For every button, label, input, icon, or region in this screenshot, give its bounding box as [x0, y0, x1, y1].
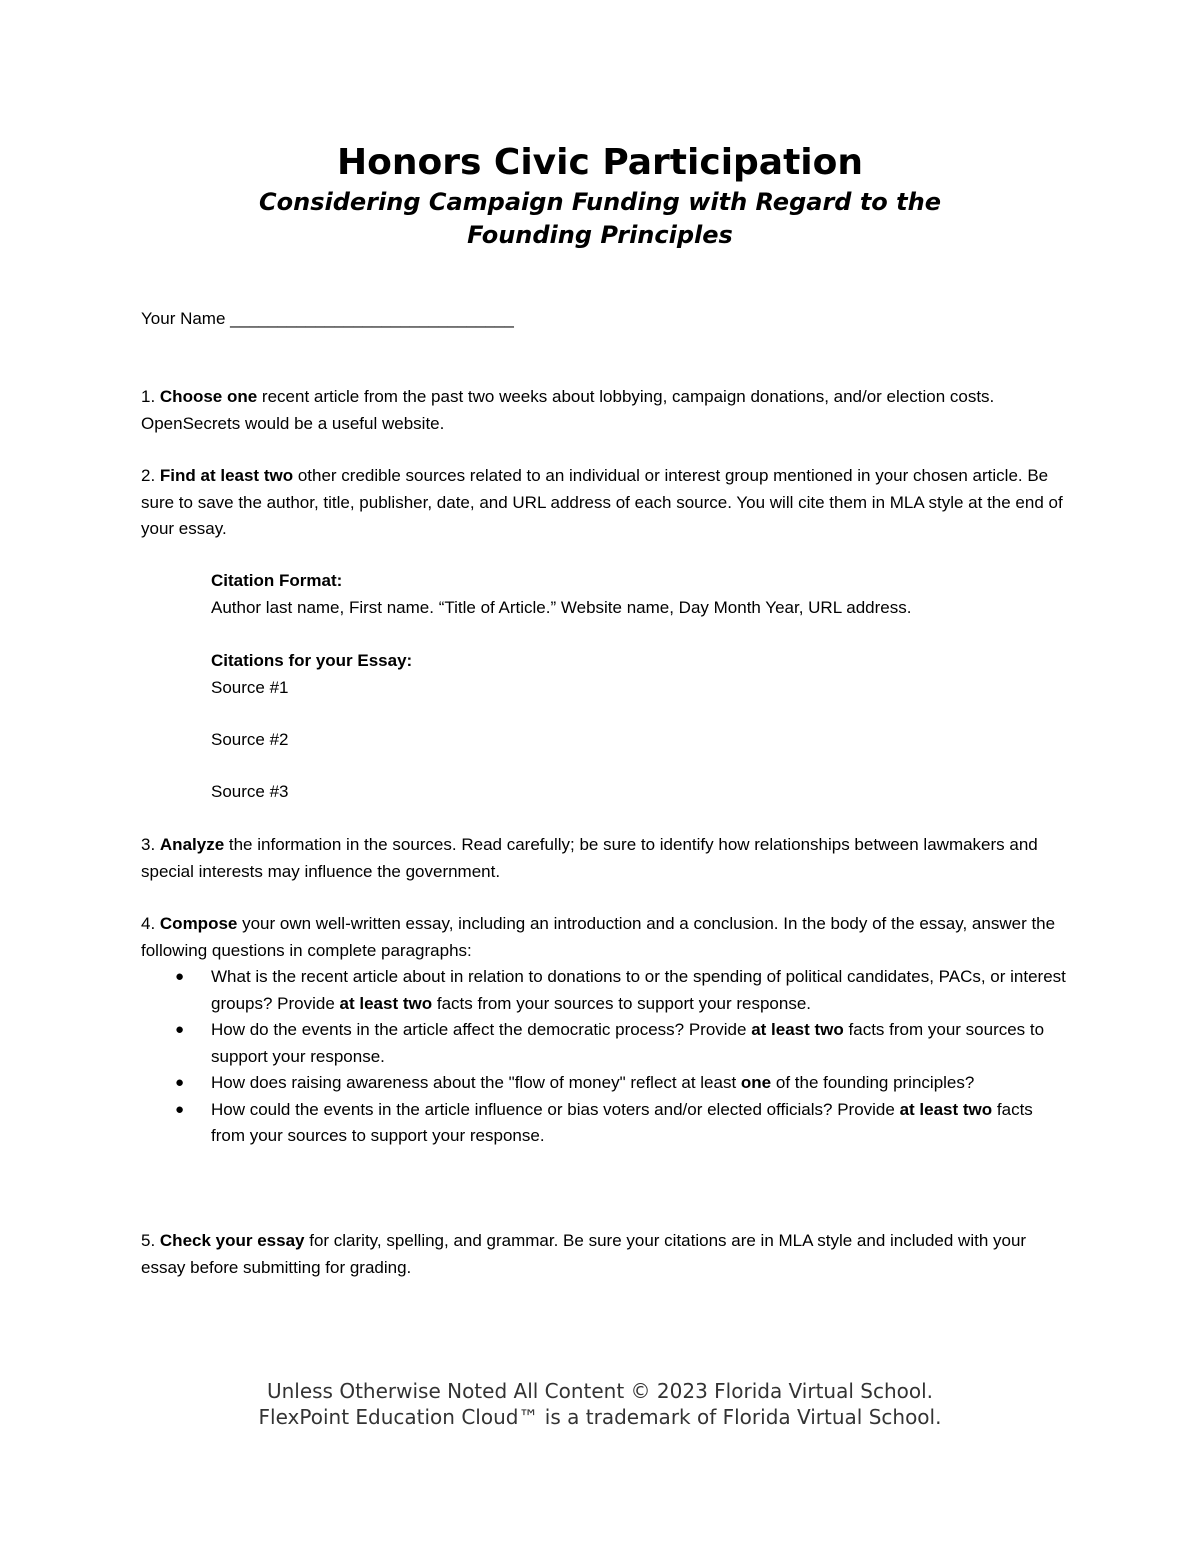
- step-text: for clarity, spelling, and grammar. Be sure your citations are in MLA style and included with your essay before submitting for grading.: [141, 1231, 1027, 1277]
- step-keyword: Compose: [159, 914, 238, 933]
- subtitle-line-2: Founding Principles: [467, 221, 733, 249]
- citations-section: [211, 648, 1071, 701]
- list-item: ● How could the events in the article influence or bias voters and/or elected officials? Provide at least two facts from your sources to support your response.: [141, 1097, 1071, 1150]
- step-5: [141, 1228, 1071, 1281]
- citation-format-heading: Citation Format:: [211, 571, 343, 590]
- bullet-icon: ●: [175, 968, 185, 985]
- bullet-icon: ●: [175, 1074, 185, 1091]
- name-line: [141, 306, 1071, 333]
- question-list: [141, 964, 1071, 1150]
- step-text: recent article from the past two weeks about lobbying, campaign donations, and/or election costs. OpenSecrets would be a useful website.: [141, 387, 995, 433]
- step-keyword: Choose one: [159, 387, 258, 406]
- step-number: 3.: [141, 835, 160, 854]
- name-label: Your Name: [141, 309, 226, 328]
- citation-format-text: Author last name, First name. “Title of Article.” Website name, Day Month Year, URL address.: [211, 597, 912, 617]
- document-title: Honors Civic Participation: [336, 142, 864, 183]
- citation-format-section: [211, 568, 1071, 621]
- source-1-label: Source #1: [211, 677, 289, 697]
- step-text: other credible sources related to an individual or interest group mentioned in your chosen article. Be sure to save the author, title, publisher, date, and URL address of each source. You will cite them in MLA style at the end of your essay.: [141, 466, 1063, 538]
- name-blank[interactable]: ______________________________: [230, 309, 514, 328]
- step-number: 4.: [141, 914, 160, 933]
- citations-heading: Citations for your Essay:: [211, 651, 413, 670]
- footer-line-2: FlexPoint Education Cloud™ is a trademark of Florida Virtual School.: [258, 1405, 942, 1429]
- source-3-label: Source #3: [211, 782, 289, 801]
- step-keyword: Analyze: [159, 835, 225, 854]
- step-1: [141, 384, 1071, 437]
- source-2-label: Source #2: [211, 730, 289, 749]
- step-number: 2.: [141, 466, 160, 485]
- document-subtitle: [0, 186, 1200, 252]
- list-item: ● How does raising awareness about the "flow of money" reflect at least one of the founding principles?: [141, 1070, 1071, 1097]
- list-item: ● What is the recent article about in relation to donations to or the spending of political candidates, PACs, or interest groups? Provide at least two facts from your sources to support your response.: [141, 964, 1071, 1017]
- step-number: 1.: [141, 387, 160, 406]
- footer-line-1: Unless Otherwise Noted All Content © 2023 Florida Virtual School.: [266, 1379, 934, 1403]
- bullet-icon: ●: [175, 1100, 185, 1118]
- step-text: the information in the sources. Read carefully; be sure to identify how relationships between lawmakers and special interests may influence the government.: [141, 835, 1038, 881]
- step-4: [141, 911, 1071, 1150]
- step-text: your own well-written essay, including an introduction and a conclusion. In the body of the essay, answer the following questions in complete paragraphs:: [141, 914, 1056, 960]
- step-keyword: Find at least two: [159, 466, 294, 485]
- step-3: [141, 832, 1071, 885]
- step-2: [141, 463, 1071, 543]
- copyright-footer: [0, 1378, 1200, 1430]
- step-number: 5.: [141, 1231, 160, 1250]
- bullet-icon: ●: [175, 1021, 185, 1038]
- step-keyword: Check your essay: [159, 1231, 305, 1250]
- subtitle-line-1: Considering Campaign Funding with Regard to the: [259, 188, 941, 216]
- list-item: ● How do the events in the article affect the democratic process? Provide at least two facts from your sources to support your response.: [141, 1017, 1071, 1070]
